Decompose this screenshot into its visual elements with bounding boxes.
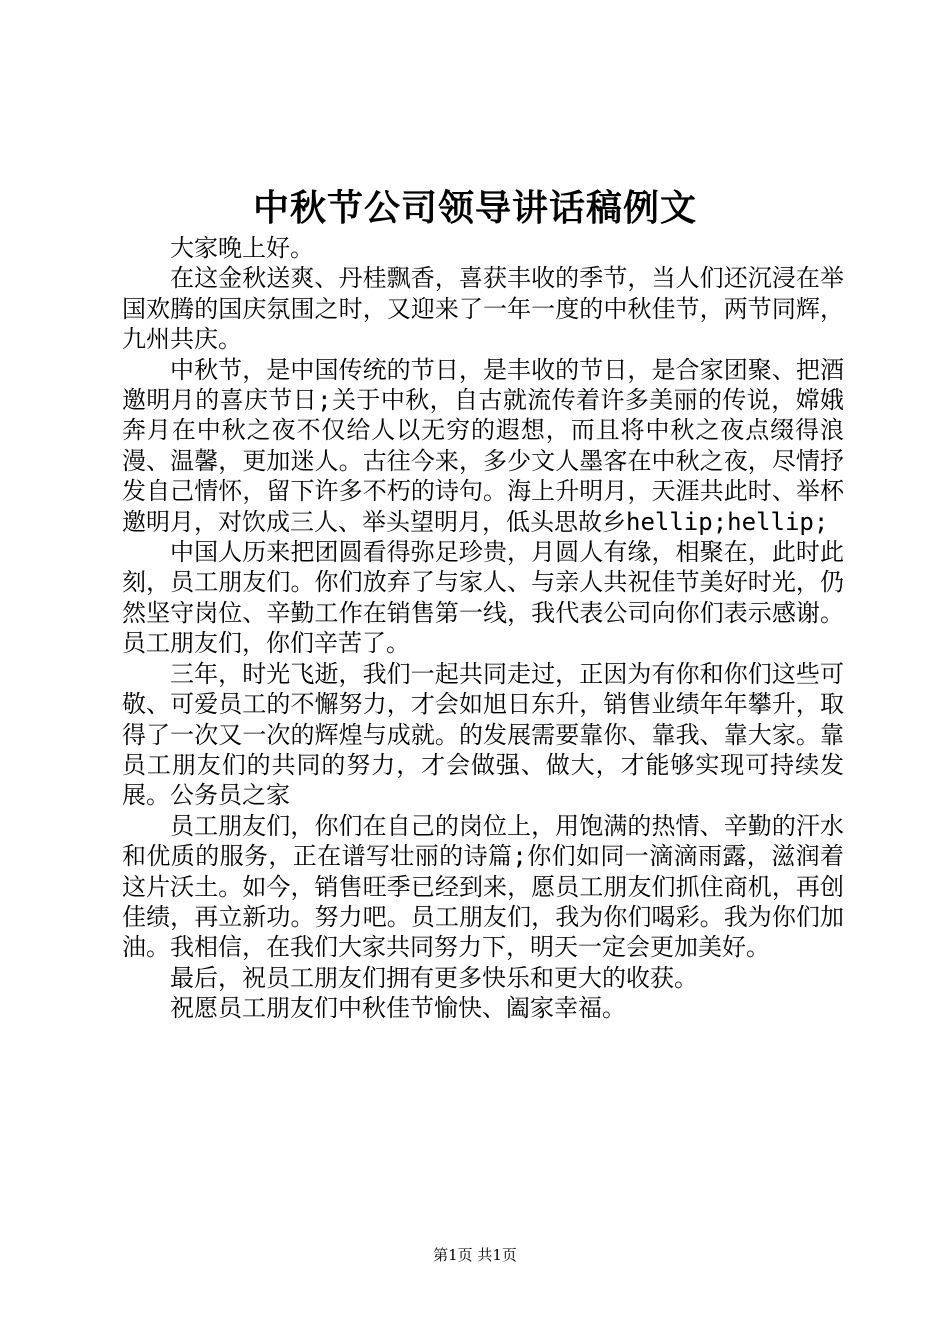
page-number-footer: 第1页 共1页 <box>433 1246 517 1264</box>
document-body <box>122 233 844 1024</box>
document-title: 中秋节公司领导讲话稿例文 <box>252 187 697 229</box>
paragraph-greeting: 大家晚上好。 <box>170 234 314 262</box>
paragraph-final-wishes: 最后，祝员工朋友们拥有更多快乐和更大的收获。 <box>170 963 698 992</box>
paragraph-autumn-season: 在这金秋送爽、丹桂飘香，喜获丰收的季节，当人们还沉浸在举国欢腾的国庆氛围之时，又迎来了一年一度的中秋佳节，两节同辉，九州共庆。 <box>122 264 844 354</box>
paragraph-thanks-employees: 中国人历来把团圆看得弥足珍贵，月圆人有缘，相聚在，此时此刻，员工朋友们。你们放弃了与家人、与亲人共祝佳节美好时光，仍然坚守岗位、辛勤工作在销售第一线，我代表公司向你们表示感谢。员工朋友们，你们辛苦了。 <box>122 538 844 658</box>
paragraph-mid-autumn-tradition: 中秋节，是中国传统的节日，是丰收的节日，是合家团聚、把酒邀明月的喜庆节日;关于中秋，自古就流传着许多美丽的传说，嫦娥奔月在中秋之夜不仅给人以无穷的遐想，而且将中秋之夜点缀得浪漫、温馨，更加迷人。古往今来，多少文人墨客在中秋之夜，尽情抒发自己情怀，留下许多不朽的诗句。海上升明月，天涯共此时、举杯邀明月，对饮成三人、举头望明月，低头思故乡hellip;hellip; <box>122 355 844 536</box>
paragraph-encouragement: 员工朋友们，你们在自己的岗位上，用饱满的热情、辛勤的汗水和优质的服务，正在谱写壮丽的诗篇;你们如同一滴滴雨露，滋润着这片沃土。如今，销售旺季已经到来，愿员工朋友们抓住商机，再创佳绩，再立新功。努力吧。员工朋友们，我为你们喝彩。我为你们加油。我相信，在我们大家共同努力下，明天一定会更加美好。 <box>122 811 844 962</box>
paragraph-festival-wishes: 祝愿员工朋友们中秋佳节愉快、阖家幸福。 <box>170 994 626 1023</box>
paragraph-three-years: 三年，时光飞逝，我们一起共同走过，正因为有你和你们这些可敬、可爱员工的不懈努力，才会如旭日东升，销售业绩年年攀升，取得了一次又一次的辉煌与成就。的发展需要靠你、靠我、靠大家。靠员工朋友们的共同的努力，才会做强、做大，才能够实现可持续发展。公务员之家 <box>122 659 844 810</box>
